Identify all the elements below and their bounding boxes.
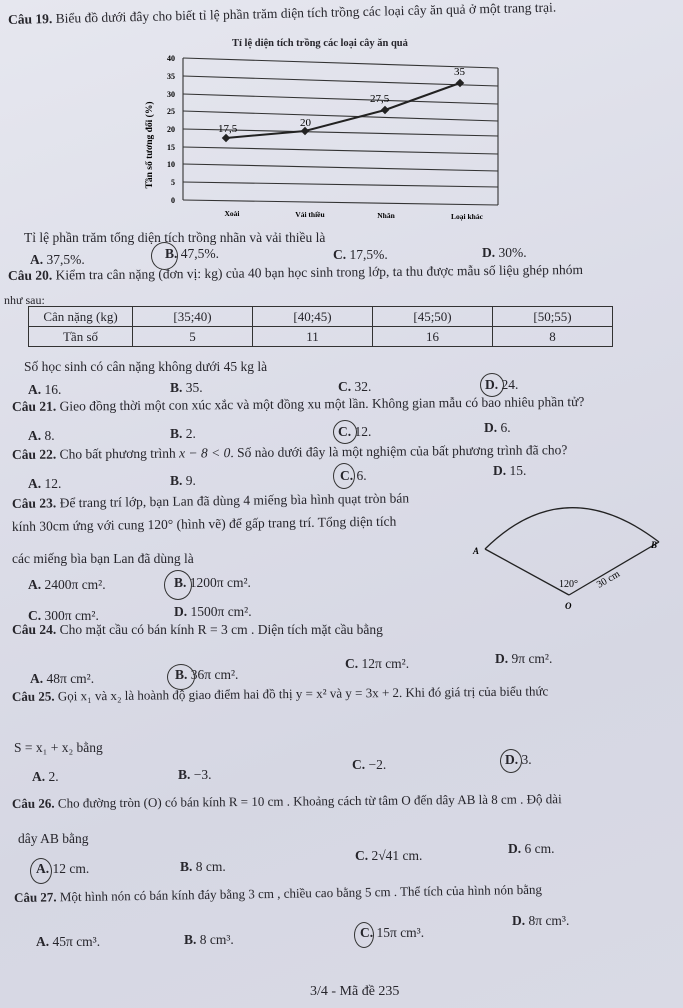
- question-21: [12, 394, 584, 415]
- svg-text:Xoài: Xoài: [224, 209, 240, 218]
- table-header-cell: Cân nặng (kg): [29, 307, 133, 327]
- question-27: [14, 882, 542, 906]
- option-c[interactable]: C. −2.: [352, 757, 387, 772]
- option-d[interactable]: D. 1500π cm².: [174, 604, 252, 619]
- y-tick-labels: [167, 54, 175, 205]
- option-b[interactable]: B. 8 cm³.: [184, 932, 234, 947]
- option-d[interactable]: D. 9π cm².: [495, 651, 553, 666]
- table-cell: 16: [373, 327, 493, 347]
- svg-text:17,5: 17,5: [218, 123, 238, 135]
- svg-text:Nhãn: Nhãn: [377, 211, 395, 220]
- page-footer: 3/4 - Mã đề 235: [310, 984, 400, 999]
- option-a[interactable]: A. 12.: [28, 476, 62, 491]
- option-a[interactable]: A. 45π cm³.: [36, 934, 101, 949]
- svg-text:10: 10: [167, 160, 175, 169]
- table-cell: 11: [253, 327, 373, 347]
- question-22: Câu 22. Cho bất phương trình x − 8 < 0. Số nào dưới đây là một nghiệm của bất phương trình đã cho?: [11, 442, 568, 462]
- question-20-prompt: Số học sinh có cân nặng không dưới 45 kg là: [24, 359, 268, 374]
- question-23-line2: kính 30cm ứng với cung 120° (hình vẽ) để gấp trang trí. Tổng diện tích: [11, 513, 397, 534]
- option-b[interactable]: B. 35.: [170, 380, 203, 395]
- question-label: Câu 22.: [11, 446, 57, 462]
- question-label: Câu 24.: [12, 622, 57, 637]
- question-23-line1: Câu 23. Để trang trí lớp, bạn Lan đã dùng 4 miếng bìa hình quạt tròn bán: [11, 490, 410, 511]
- question-19-prompt: Tỉ lệ phần trăm tổng diện tích trồng nhãn và vải thiều là: [24, 230, 326, 245]
- table-cell: 8: [493, 327, 613, 347]
- svg-text:35: 35: [454, 66, 465, 78]
- option-d[interactable]: D. 8π cm³.: [512, 913, 570, 928]
- question-label: Câu 26.: [11, 795, 55, 811]
- line-chart: [130, 50, 510, 225]
- option-c[interactable]: C. 12.: [338, 424, 372, 439]
- svg-text:27,5: 27,5: [370, 93, 390, 105]
- radius-label: 30 cm: [595, 568, 622, 591]
- option-b[interactable]: B. 8 cm.: [180, 859, 226, 874]
- question-26-line2: dây AB bằng: [18, 831, 89, 846]
- question-26-line1: Câu 26. Cho đường tròn (O) có bán kính R = 10 cm . Khoảng cách từ tâm O đến dây AB là 8 cm . Độ dài: [11, 791, 562, 811]
- option-c[interactable]: C. 300π cm².: [28, 608, 99, 623]
- svg-text:30: 30: [167, 90, 175, 99]
- option-c[interactable]: C. 6.: [340, 468, 367, 483]
- table-header-cell: Tần số: [29, 327, 133, 347]
- svg-text:25: 25: [167, 107, 175, 116]
- option-d[interactable]: D. 15.: [493, 463, 527, 478]
- table-cell: 5: [133, 327, 253, 347]
- question-label: Câu 19.: [7, 10, 53, 27]
- option-d[interactable]: D. 3.: [505, 752, 532, 767]
- option-a[interactable]: A. 48π cm².: [30, 671, 95, 686]
- answer-circle-mark: [164, 570, 192, 600]
- question-text: Cho mặt cầu có bán kính R = 3 cm . Diện tích mặt cầu bằng: [59, 622, 383, 637]
- series-line: [226, 83, 460, 138]
- question-25-line1: Câu 25. Gọi x₁ và x₂ là hoành độ giao điểm hai đồ thị y = x² và y = 3x + 2. Khi đó giá trị của biểu thức: [11, 683, 549, 704]
- point-b-label: B: [651, 540, 658, 550]
- svg-text:20: 20: [167, 125, 175, 134]
- angle-label: 120°: [559, 579, 578, 590]
- table-cell: [50;55): [493, 307, 613, 327]
- option-a[interactable]: A. 2.: [32, 769, 59, 784]
- answer-circle-mark: [333, 420, 357, 444]
- svg-text:35: 35: [167, 72, 175, 81]
- option-d[interactable]: D. 30%.: [482, 245, 527, 260]
- table-row: [29, 307, 613, 327]
- svg-text:5: 5: [171, 178, 175, 187]
- option-b[interactable]: B. 36π cm².: [175, 667, 239, 682]
- option-a[interactable]: A. 2400π cm².: [28, 577, 106, 592]
- option-c[interactable]: C. 15π cm³.: [360, 925, 425, 940]
- math-expression: x − 8 < 0: [179, 445, 231, 461]
- question-20: [8, 262, 583, 284]
- option-b[interactable]: B. −3.: [178, 767, 212, 782]
- point-o-label: O: [565, 601, 572, 611]
- question-24: [12, 622, 383, 638]
- svg-text:20: 20: [300, 117, 311, 129]
- svg-text:Loại khác: Loại khác: [451, 212, 483, 221]
- frequency-table: [28, 306, 613, 347]
- question-23-line3: các miếng bìa bạn Lan đã dùng là: [12, 551, 194, 566]
- answer-circle-mark: [480, 373, 504, 397]
- question-label: Câu 25.: [11, 688, 55, 704]
- question-text: Gieo đồng thời một con xúc xắc và một đồng xu một lần. Không gian mẫu có bao nhiêu phần tử?: [59, 394, 585, 414]
- answer-circle-mark: [333, 463, 355, 489]
- svg-text:Vải thiều: Vải thiều: [295, 210, 325, 219]
- x-tick-labels: [225, 209, 484, 221]
- option-b[interactable]: B. 1200π cm².: [174, 575, 251, 590]
- svg-text:0: 0: [171, 196, 175, 205]
- question-19: [8, 0, 557, 28]
- y-axis-label: Tần số tương đối (%): [145, 101, 155, 189]
- option-a[interactable]: A. 12 cm.: [36, 861, 90, 876]
- option-d[interactable]: D. 6.: [484, 420, 511, 435]
- table-row: [29, 327, 613, 347]
- question-20-text2: như sau:: [4, 293, 45, 307]
- question-label: Câu 27.: [13, 889, 57, 905]
- option-c[interactable]: C. 32.: [338, 379, 372, 394]
- svg-text:40: 40: [167, 54, 175, 63]
- table-cell: [35;40): [133, 307, 253, 327]
- question-text: Biểu đồ dưới đây cho biết tỉ lệ phần trăm diện tích trồng các loại cây ăn quả ở một trang trại.: [55, 0, 557, 26]
- question-label: Câu 21.: [11, 398, 57, 414]
- option-b[interactable]: B. 2.: [170, 426, 196, 441]
- option-a[interactable]: A. 16.: [28, 382, 62, 397]
- option-b[interactable]: B. 9.: [170, 473, 196, 488]
- question-25-line2: S = x₁ + x₂ bằng: [14, 740, 103, 755]
- option-a[interactable]: A. 37,5%.: [30, 252, 85, 267]
- option-c[interactable]: C. 2√41 cm.: [355, 848, 423, 863]
- option-a[interactable]: A. 8.: [28, 428, 55, 443]
- question-text: Một hình nón có bán kính đáy bằng 3 cm , chiều cao bằng 5 cm . Thể tích của hình nón bằng: [59, 881, 543, 905]
- table-cell: [45;50): [373, 307, 493, 327]
- option-b[interactable]: B. 47,5%.: [165, 246, 220, 261]
- option-c[interactable]: C. 12π cm².: [345, 656, 410, 671]
- point-a-label: A: [473, 546, 480, 556]
- answer-circle-mark: [500, 749, 522, 773]
- question-label: Câu 23.: [11, 495, 57, 511]
- option-d[interactable]: D. 24.: [485, 377, 519, 392]
- answer-circle-mark: [354, 922, 374, 948]
- svg-text:15: 15: [167, 143, 175, 152]
- option-d[interactable]: D. 6 cm.: [508, 841, 555, 856]
- question-text: Kiểm tra cân nặng (đơn vị: kg) của 40 bạn học sinh trong lớp, ta thu được mẫu số liệu ghép nhóm: [55, 261, 584, 283]
- sector-figure: [455, 500, 675, 615]
- question-label: Câu 20.: [7, 267, 53, 283]
- answer-circle-mark: [30, 858, 52, 884]
- data-labels: [218, 66, 466, 135]
- option-c[interactable]: C. 17,5%.: [333, 247, 388, 262]
- chart-title: Tỉ lệ diện tích trồng các loại cây ăn quả: [232, 38, 408, 49]
- table-cell: [40;45): [253, 307, 373, 327]
- answer-circle-mark: [167, 664, 195, 690]
